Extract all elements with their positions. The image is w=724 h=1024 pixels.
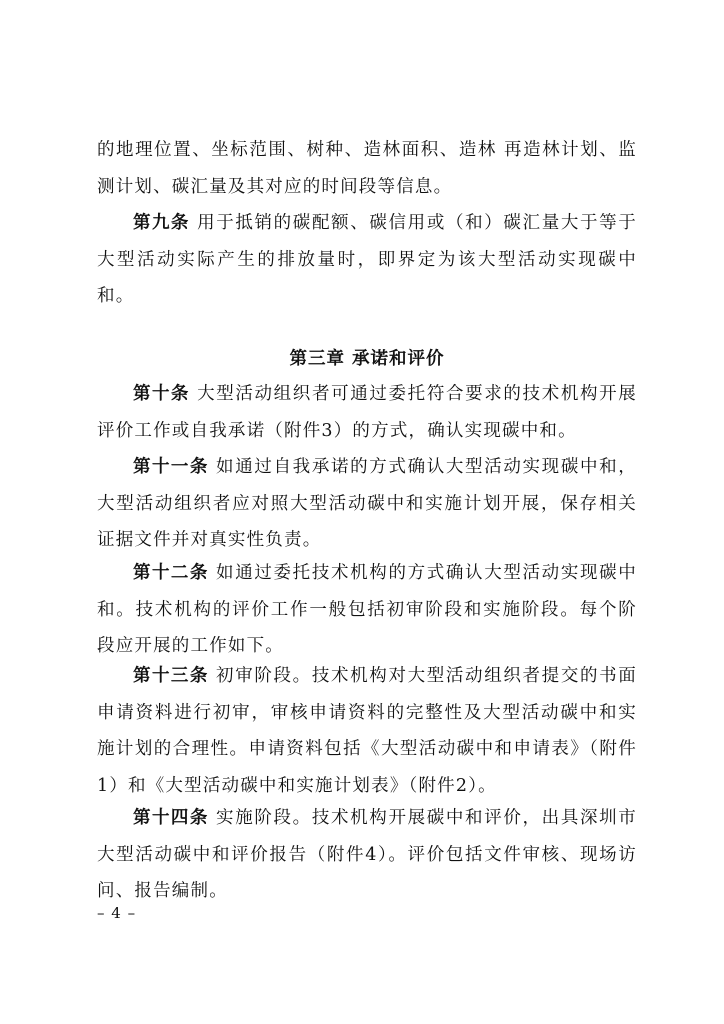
chapter-title: 第三章 承诺和评价	[289, 349, 445, 369]
article-13-label: 第十三条	[133, 666, 209, 686]
article-10-paragraph	[97, 376, 637, 449]
article-11-paragraph	[97, 449, 637, 559]
page-number: – 4 –	[97, 904, 137, 922]
article-13-text: 初审阶段。技术机构对大型活动组织者提交的书面申请资料进行初审，审核申请资料的完整性及大型活动碳中和实施计划的合理性。申请资料包括《大型活动碳中和申请表》（附件1）和《大型活动碳中和实施计划表》（附件2）。	[97, 666, 637, 796]
continuation-text: 的地理位置、坐标范围、树种、造林面积、造林 再造林计划、监测计划、碳汇量及其对应的时间段等信息。	[97, 140, 637, 197]
article-9-paragraph	[97, 205, 637, 315]
article-12-text: 如通过委托技术机构的方式确认大型活动实现碳中和。技术机构的评价工作一般包括初审阶段和实施阶段。每个阶段应开展的工作如下。	[97, 563, 637, 656]
article-13-paragraph	[97, 658, 637, 804]
article-14-text: 实施阶段。技术机构开展碳中和评价，出具深圳市大型活动碳中和评价报告（附件4）。评价包括文件审核、现场访问、报告编制。	[97, 808, 637, 901]
continuation-paragraph	[97, 132, 637, 205]
article-11-label: 第十一条	[133, 457, 209, 477]
article-14-label: 第十四条	[133, 808, 209, 828]
article-10-label: 第十条	[133, 384, 190, 404]
article-11-text: 如通过自我承诺的方式确认大型活动实现碳中和，大型活动组织者应对照大型活动碳中和实施计划开展，保存相关证据文件并对真实性负责。	[97, 457, 637, 550]
article-12-paragraph	[97, 555, 637, 665]
article-9-label: 第九条	[133, 213, 190, 233]
article-14-paragraph	[97, 800, 637, 910]
article-12-label: 第十二条	[133, 563, 209, 583]
article-10-text: 大型活动组织者可通过委托符合要求的技术机构开展评价工作或自我承诺（附件3）的方式，确认实现碳中和。	[97, 384, 637, 441]
article-9-text: 用于抵销的碳配额、碳信用或（和）碳汇量大于等于大型活动实际产生的排放量时，即界定为该大型活动实现碳中和。	[97, 213, 637, 306]
